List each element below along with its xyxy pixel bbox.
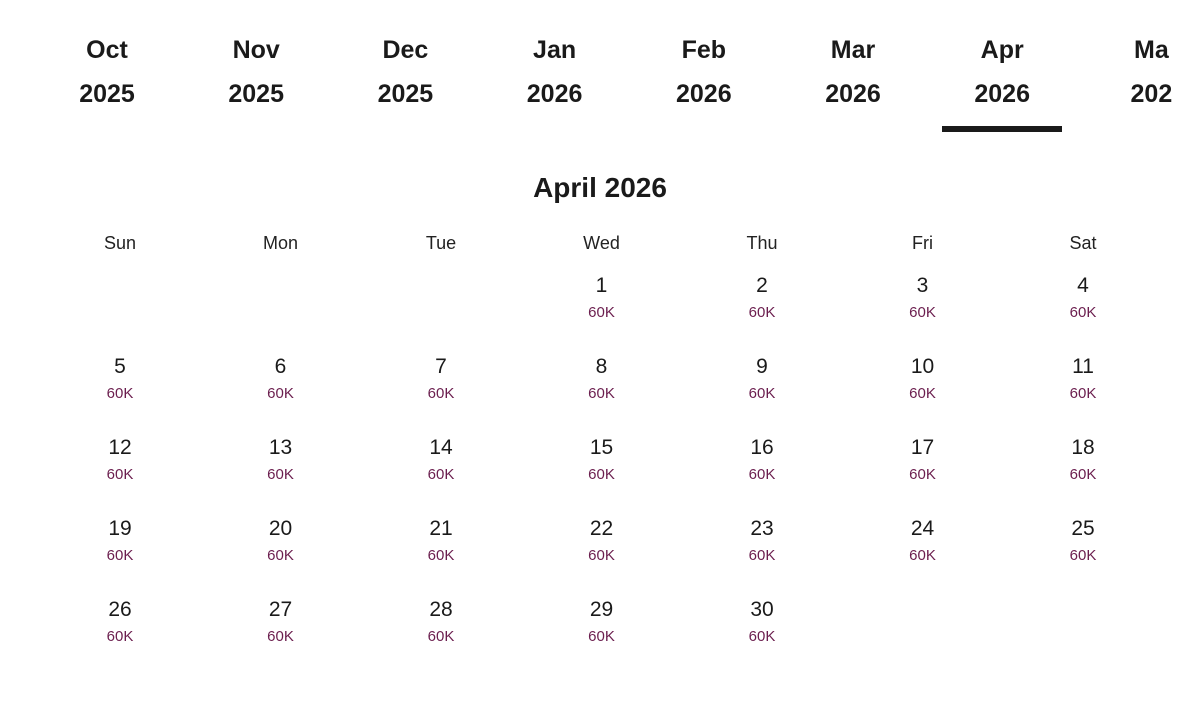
month-tab-year: 202	[1130, 80, 1173, 108]
day-cell-22[interactable]	[522, 515, 682, 585]
day-number: 4	[1077, 274, 1089, 297]
day-number: 25	[1071, 517, 1095, 540]
weekday-wed: Wed	[583, 233, 620, 253]
day-cell-10[interactable]	[843, 353, 1003, 423]
day-cell-25[interactable]	[1003, 515, 1163, 585]
day-number: 17	[910, 436, 935, 459]
day-cell-18[interactable]	[1003, 434, 1163, 504]
day-price: 60K	[909, 466, 936, 483]
month-tab-year: 2026	[825, 80, 881, 108]
day-price: 60K	[106, 628, 134, 645]
day-cell-27[interactable]	[201, 596, 361, 666]
day-price: 60K	[106, 466, 134, 483]
day-cell-7[interactable]	[361, 353, 521, 423]
day-price: 60K	[748, 628, 776, 645]
month-tab-apr-2026[interactable]	[927, 28, 1077, 116]
month-tab-year: 2025	[79, 80, 135, 108]
day-number: 21	[429, 517, 453, 540]
day-cell-1[interactable]	[522, 272, 682, 342]
day-number: 29	[589, 598, 614, 621]
day-price: 60K	[748, 547, 776, 564]
day-cell-13[interactable]	[201, 434, 361, 504]
day-cell-17[interactable]	[843, 434, 1003, 504]
day-price: 60K	[427, 385, 455, 402]
day-number: 11	[1072, 355, 1094, 378]
day-cell-19[interactable]	[40, 515, 200, 585]
day-number: 14	[429, 436, 453, 459]
day-price: 60K	[267, 466, 294, 483]
day-number: 10	[910, 355, 935, 378]
day-price: 60K	[909, 547, 936, 564]
day-number: 2	[756, 274, 768, 297]
day-number: 5	[114, 355, 126, 378]
day-number: 28	[429, 598, 453, 621]
day-number: 19	[108, 517, 132, 540]
day-price: 60K	[267, 385, 294, 402]
day-price: 60K	[427, 466, 455, 483]
month-tab-year: 2026	[526, 80, 583, 108]
day-price: 60K	[748, 304, 776, 321]
day-number: 30	[750, 598, 774, 621]
weekday-fri: Fri	[912, 233, 933, 253]
day-cell-23[interactable]	[682, 515, 842, 585]
day-cell-24[interactable]	[843, 515, 1003, 585]
month-tab-ma-202[interactable]	[1076, 28, 1200, 116]
month-tab-month: Oct	[86, 36, 128, 64]
day-price: 60K	[106, 547, 134, 564]
day-cell-5[interactable]	[40, 353, 200, 423]
day-cell-20[interactable]	[201, 515, 361, 585]
month-tab-feb-2026[interactable]	[629, 28, 779, 116]
day-cell-11[interactable]	[1003, 353, 1163, 423]
day-number: 22	[589, 517, 614, 540]
day-cell-6[interactable]	[201, 353, 361, 423]
month-tab-year: 2026	[675, 80, 732, 108]
day-price: 60K	[267, 547, 294, 564]
day-cell-15[interactable]	[522, 434, 682, 504]
day-cell-26[interactable]	[40, 596, 200, 666]
month-tab-dec-2025[interactable]	[330, 28, 480, 116]
day-number: 15	[589, 436, 614, 459]
weekday-sat: Sat	[1069, 233, 1097, 253]
day-number: 6	[274, 355, 287, 378]
day-cell-9[interactable]	[682, 353, 842, 423]
weekday-thu: Thu	[746, 233, 778, 253]
day-price: 60K	[588, 304, 615, 321]
day-number: 13	[268, 436, 293, 459]
day-number: 27	[268, 598, 293, 621]
day-price: 60K	[267, 628, 294, 645]
day-price: 60K	[427, 628, 455, 645]
day-number: 12	[108, 436, 132, 459]
month-tab-mar-2026[interactable]	[778, 28, 928, 116]
day-number: 26	[108, 598, 132, 621]
calendar-day-grid	[40, 272, 1162, 672]
day-price: 60K	[748, 385, 776, 402]
month-tab-month: Ma	[1134, 36, 1169, 64]
day-cell-3[interactable]	[843, 272, 1003, 342]
day-price: 60K	[106, 385, 134, 402]
month-tab-month: Feb	[681, 36, 727, 64]
month-tab-month: Mar	[830, 36, 876, 64]
day-cell-14[interactable]	[361, 434, 521, 504]
selected-tab-underline	[942, 126, 1062, 132]
month-tab-month: Apr	[980, 36, 1024, 64]
day-price: 60K	[588, 628, 615, 645]
month-tab-jan-2026[interactable]	[480, 28, 630, 116]
day-price: 60K	[588, 385, 615, 402]
day-cell-21[interactable]	[361, 515, 521, 585]
month-tab-month: Dec	[382, 36, 429, 64]
day-number: 3	[916, 274, 929, 297]
day-number: 16	[750, 436, 774, 459]
day-price: 60K	[909, 385, 936, 402]
day-price: 60K	[427, 547, 455, 564]
day-number: 23	[750, 517, 774, 540]
weekday-sun: Sun	[103, 233, 137, 253]
day-cell-16[interactable]	[682, 434, 842, 504]
day-price: 60K	[1069, 385, 1097, 402]
day-cell-29[interactable]	[522, 596, 682, 666]
weekday-tue: Tue	[425, 233, 457, 253]
day-number: 7	[435, 355, 447, 378]
day-price: 60K	[1069, 466, 1097, 483]
day-number: 9	[756, 355, 768, 378]
calendar-title: April 2026	[533, 172, 667, 203]
day-cell-30[interactable]	[682, 596, 842, 666]
day-cell-2[interactable]	[682, 272, 842, 342]
weekday-header	[40, 228, 1162, 258]
month-tab-month: Nov	[232, 36, 280, 64]
month-tab-oct-2025[interactable]	[32, 28, 182, 116]
day-price: 60K	[748, 466, 776, 483]
day-cell-12[interactable]	[40, 434, 200, 504]
day-price: 60K	[588, 547, 615, 564]
day-price: 60K	[1069, 304, 1097, 321]
day-price: 60K	[1069, 547, 1097, 564]
month-tab-year: 2025	[228, 80, 284, 108]
day-number: 1	[595, 274, 608, 297]
day-number: 20	[268, 517, 293, 540]
month-tab-month: Jan	[533, 36, 577, 64]
month-tab-strip	[0, 0, 1200, 140]
day-number: 24	[910, 517, 935, 540]
day-price: 60K	[909, 304, 936, 321]
day-cell-28[interactable]	[361, 596, 521, 666]
day-number: 18	[1071, 436, 1095, 459]
weekday-mon: Mon	[262, 233, 298, 253]
day-cell-8[interactable]	[522, 353, 682, 423]
day-price: 60K	[588, 466, 615, 483]
month-tab-year: 2025	[377, 80, 434, 108]
day-cell-4[interactable]	[1003, 272, 1163, 342]
month-tab-nov-2025[interactable]	[181, 28, 331, 116]
day-number: 8	[595, 355, 608, 378]
month-tab-year: 2026	[974, 80, 1030, 108]
